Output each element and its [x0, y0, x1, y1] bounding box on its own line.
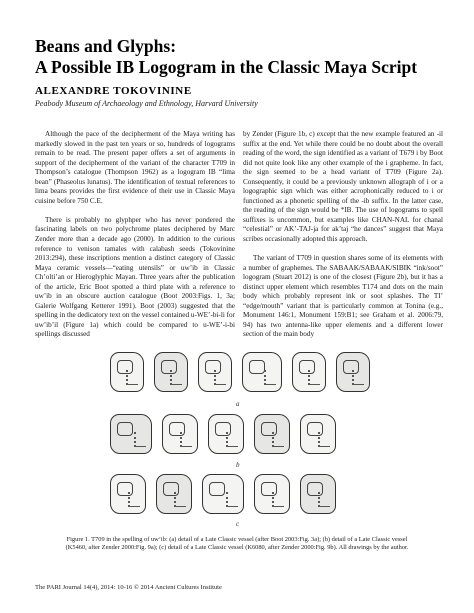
glyph-row-b [110, 414, 370, 458]
glyph-row-a [110, 352, 370, 396]
glyph-drawing [336, 352, 370, 392]
article-title [35, 36, 455, 78]
left-column [35, 130, 235, 340]
glyph-drawing [156, 474, 192, 514]
figure-label-a: a [236, 400, 240, 408]
paragraph: Although the pace of the decipherment of the Maya writing has markedly slowed in the past ten years or so, hundreds of logograms remain to be read. The present paper offers a set of arguments in support of the decipherment of the variant of the character T709 in Thompson’s catalogue (Thompson 1962) as a logogram IB “lima bean” (Phaseolus lunatus). The identification of textual references to lima beans provides the first evidence of their use in Classic Maya cuisine before 750 C.E. [35, 130, 235, 205]
paragraph: by Zender (Figure 1b, c) except that the new example featured an -il suffix at the end. Yet while there could be no doubt about the overall reading of the word, the sign identified as a variant of T679 i by Boot did not quite look like any other example of the i grapheme. In fact, the sign seemed to be a head variant of T709 (Figure 2a). Consequently, it could be a previously unknown allograph of i or a logographic sign which was either acrophonically reduced to i or functioned as a phonetic spelling of the -ib suffix. In the latter case, the reading of the sign would be *IB. The use of logograms to spell suffixes is uncommon, but examples like CHAN-NAL for chanal “celestial” or AK’-TAJ-ja for ak’taj “he dances” suggest that Maya scribes occasionally adopted this approach. [243, 130, 443, 244]
figure-label-b: b [236, 461, 240, 469]
glyph-row-c [110, 474, 370, 518]
glyph-drawing [154, 352, 188, 392]
glyph-drawing [242, 352, 282, 392]
glyph-drawing [110, 414, 152, 454]
glyph-drawing [254, 474, 290, 514]
glyph-drawing [208, 414, 244, 454]
glyph-drawing [110, 352, 144, 392]
author-affiliation: Peabody Museum of Archaeology and Ethnology, Harvard University [35, 99, 258, 108]
glyph-drawing [254, 414, 290, 454]
glyph-drawing [162, 414, 198, 454]
figure-caption: Figure 1. T709 in the spelling of uw’ib: (a) detail of a Late Classic vessel (after Boot 2003:Fig. 3a); (b) detail of a Late Classic vessel (K5460, after Zender 2000:Fig. 9a); (c) detail of a Late Classic vessel (K6080, after Zender 2000:Fig. 9b). All drawings by the author. [65, 536, 409, 552]
glyph-drawing [300, 474, 336, 514]
journal-footer: The PARI Journal 14(4), 2014: 10-16 © 2014 Ancient Cultures Institute [35, 584, 222, 591]
glyph-drawing [198, 352, 232, 392]
right-column [243, 130, 443, 340]
paragraph: The variant of T709 in question shares some of its elements with a number of graphemes. The SABAAK/SABAAK/SIBIK “ink/soot” logogram (Stuart 2012) is one of the closest (Figure 2b), but it has a distinct upper element which resembles T174 and dots on the main body which probably represent ink or soot splashes. The TI’ “edge/mouth” variant that is particularly common at Tonina (e.g., Monument 146:1, Monument 159:B1; see Graham et al. 2006:79, 94) has two antenna-like upper elements and a different lower section of the main body [243, 254, 443, 339]
figure-label-c: c [236, 520, 240, 528]
paragraph: There is probably no glyphper who has never pondered the fascinating labels on two polychrome plates deciphered by Marc Zender more than a decade ago (2000). In addition to the curious reference to venison tamales with calabash seeds (Tokovinine 2013:294), these inscriptions mention a distinct category of Classic Maya ceramic vessels—“eating utensils” or uw’ib in Classic Ch’olti’an or Hieroglyphic Mayan. Three years after the publication of the article, Eric Boot spotted a third plate with a reference to uw’ib in an obscure auction catalogue (Boot 2003:Figs. 1, 3a; Galerie Wolfgang Ketterer 1991). Boot (2003) suggested that the spelling in the dedicatory text on the vessel contained u-WE’-bi-li for uw’ib’il (Figure 1a) which could be compared to u-WE’-i-bi spellings discussed [35, 215, 235, 339]
title-line-2: A Possible IB Logogram in the Classic Maya Script [35, 57, 418, 77]
title-line-1: Beans and Glyphs: [35, 36, 177, 56]
glyph-drawing [110, 474, 146, 514]
glyph-drawing [202, 474, 244, 514]
glyph-drawing [300, 414, 336, 454]
glyph-drawing [292, 352, 326, 392]
author-name: ALEXANDRE TOKOVININE [35, 85, 192, 97]
figure-1-glyph-drawings [110, 352, 370, 534]
